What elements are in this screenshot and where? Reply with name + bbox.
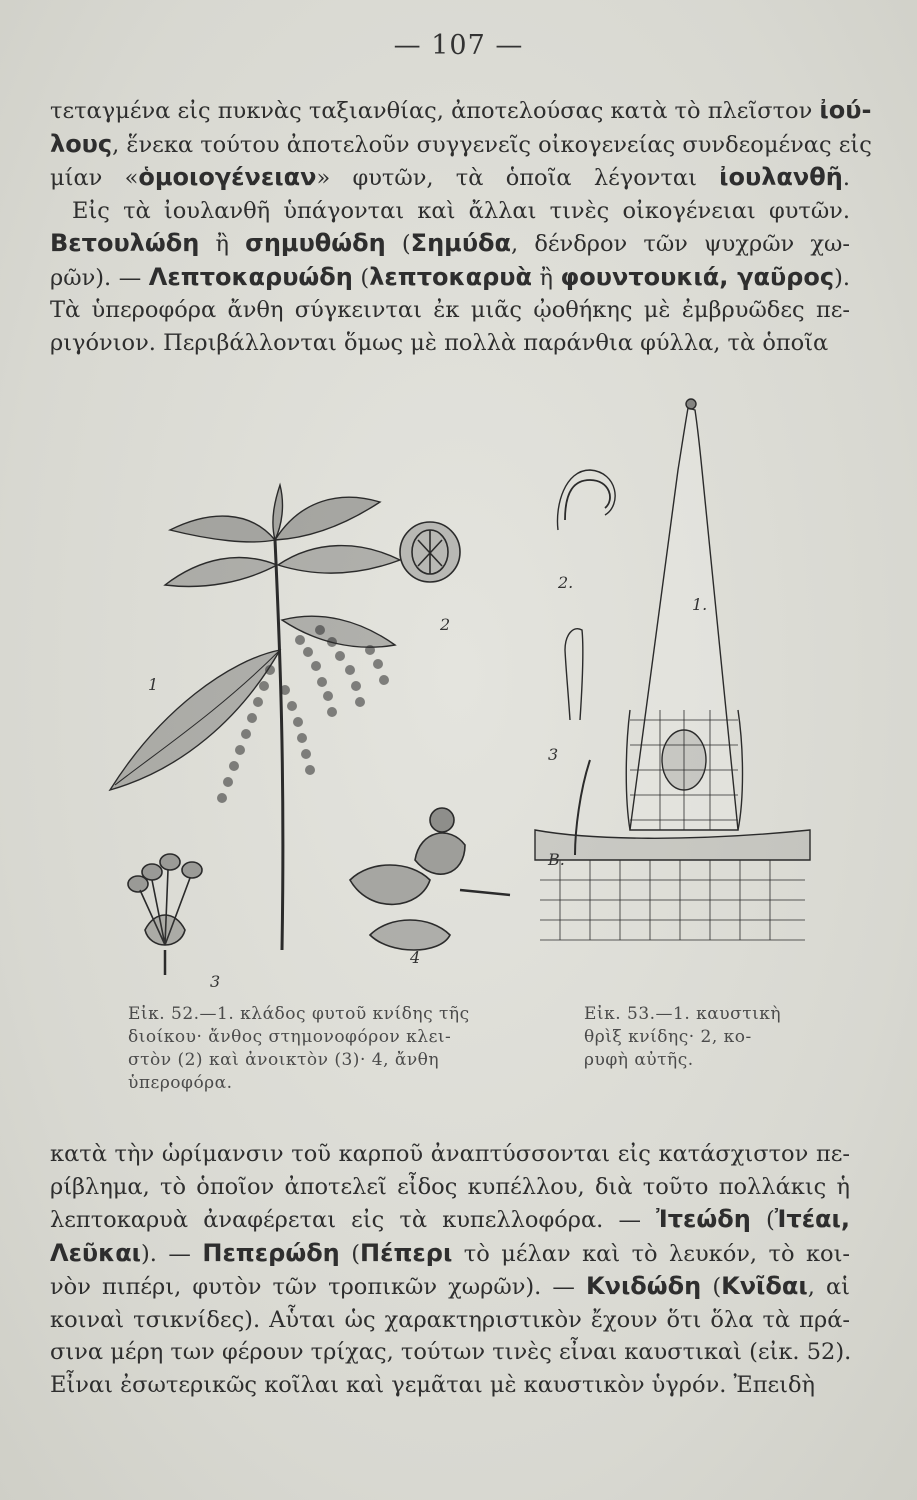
stinging-hair-illustration <box>535 399 810 940</box>
fig52-label-1: 1 <box>148 675 159 694</box>
text-segment: Εἰς τὰ ἰουλανθῆ ὑπάγονται καὶ ἄλλαι τινὲς οἰκογένειαι φυτῶν. <box>72 197 850 224</box>
bold-term: Βετουλώδη <box>50 229 200 257</box>
text-line <box>50 294 850 327</box>
caption-line: διοίκου· ἄνθος στημονοφόρον κλει- <box>128 1027 452 1047</box>
pistillate-flowers <box>350 808 510 950</box>
bold-term: φουντουκιά, γαῦρος <box>560 262 835 291</box>
text-line <box>50 128 872 162</box>
nettle-plant-illustration <box>110 485 510 991</box>
text-line <box>50 1270 850 1304</box>
bold-term: ἰουλανθῆ <box>719 163 843 191</box>
text-segment: , αἱ <box>807 1274 850 1300</box>
staminate-flower-closed <box>400 522 460 582</box>
bold-term: Ἰτεώδη <box>656 1205 751 1233</box>
figure-53-caption <box>584 1003 844 1072</box>
fig53-label-2: 2. <box>558 573 574 592</box>
text-line <box>50 1171 850 1204</box>
text-segment: ρίβλημα, τὸ ὁποῖον ἀποτελεῖ εἶδος κυπέλλου, διὰ τοῦτο πολλάκις ἡ <box>50 1173 850 1200</box>
text-line <box>50 1237 850 1271</box>
text-line <box>50 1203 850 1237</box>
text-line <box>50 327 850 360</box>
text-line <box>50 1336 850 1369</box>
text-line <box>50 227 850 261</box>
text-segment: , ἕνεκα τούτου ἀποτελοῦν συγγενεῖς οἰκογενείας συνδεομένας εἰς <box>112 131 872 158</box>
fig53-label-1: 1. <box>692 595 708 614</box>
top-paragraph <box>50 94 872 359</box>
text-segment: , δένδρον τῶν ψυχρῶν χω- <box>511 231 850 257</box>
text-line <box>50 1304 850 1337</box>
bold-term: Σημύδα <box>410 229 511 257</box>
text-segment: νὸν πιπέρι, φυτὸν τῶν τροπικῶν χωρῶν). — <box>50 1274 586 1300</box>
bold-term: Ἰτέαι, <box>774 1205 851 1233</box>
caption-line: στὸν (2) καὶ ἀνοικτὸν (3)· 4, ἄνθη <box>128 1050 440 1070</box>
text-segment: Εἶναι ἐσωτερικῶς κοῖλαι καὶ γεμᾶται μὲ καυστικὸν ὑγρόν. Ἐπειδὴ <box>50 1371 816 1398</box>
bold-term: λους <box>50 129 113 158</box>
fig52-label-3: 3 <box>210 972 221 991</box>
bold-term: λεπτοκαρυὰ <box>369 262 532 291</box>
bottom-paragraph <box>50 1138 850 1401</box>
text-segment: ἢ <box>199 231 246 257</box>
bold-term: ὁμοιογένειαν <box>138 163 317 191</box>
bold-term: Κνιδώδη <box>586 1272 702 1300</box>
page-number: — 107 — <box>393 30 524 61</box>
text-segment: κοιναὶ τσικνίδες). Αὗται ὡς χαρακτηριστικὸν ἔχουν ὅτι ὅλα τὰ πρά- <box>50 1306 850 1333</box>
text-segment: ρῶν). — <box>50 264 149 291</box>
text-segment: κατὰ τὴν ὡρίμανσιν τοῦ καρποῦ ἀναπτύσσονται εἰς κατάσχιστον πε- <box>50 1141 850 1167</box>
bold-term: σημυθώδη <box>245 229 386 257</box>
text-segment: ( <box>352 264 370 291</box>
text-segment: ). — <box>141 1240 203 1267</box>
bold-term: Λεπτοκαρυώδη <box>148 262 353 291</box>
text-segment: ( <box>750 1207 775 1233</box>
text-segment: σινα μέρη των φέρουν τρίχας, τούτων τινὲς εἶναι καυστικαὶ (εἰκ. 52). <box>50 1339 852 1365</box>
text-segment: ( <box>701 1274 722 1300</box>
bold-term: Πέπερι <box>360 1238 453 1267</box>
text-segment: Τὰ ὑπεροφόρα ἄνθη σύγκεινται ἐκ μιᾶς ᾠοθήκης μὲ ἐμβρυῶδες πε- <box>50 297 850 323</box>
text-segment: » φυτῶν, τὰ ὁποῖα λέγονται <box>316 165 720 191</box>
text-line <box>50 261 850 295</box>
text-segment: λεπτοκαρυὰ ἀναφέρεται εἰς τὰ κυπελλοφόρα. — <box>50 1207 657 1233</box>
caption-line: Εἰκ. 52.—1. κλάδος φυτοῦ κνίδης τῆς <box>128 1004 470 1024</box>
illustrations <box>70 390 870 1010</box>
text-line <box>50 161 850 195</box>
fig52-label-2: 2 <box>440 615 451 634</box>
text-line <box>50 195 850 228</box>
text-segment: . <box>842 165 850 191</box>
fig53-label-b: B. <box>548 850 565 869</box>
text-line <box>50 1138 850 1171</box>
figure-52-caption <box>128 1003 518 1095</box>
figure-area <box>70 390 870 1010</box>
caption-line: Εἰκ. 53.—1. καυστικὴ <box>584 1004 782 1024</box>
caption-line: θρὶξ κνίδης· 2, κο- <box>584 1027 752 1047</box>
caption-line: ρυφὴ αὐτῆς. <box>584 1050 694 1070</box>
bold-term: ἰού- <box>819 96 872 124</box>
text-segment: μίαν « <box>50 165 139 191</box>
bold-term: Κνῖδαι <box>721 1272 808 1300</box>
fig52-label-4: 4 <box>410 948 421 967</box>
text-segment: ). <box>834 264 850 291</box>
bold-term: Πεπερώδη <box>202 1238 340 1267</box>
text-line <box>50 94 872 128</box>
bold-term: Λεῦκαι <box>50 1238 142 1267</box>
text-line <box>50 1369 850 1402</box>
staminate-flower-open <box>128 854 202 975</box>
caption-line: ὑπεροφόρα. <box>128 1073 233 1093</box>
text-segment: τὸ μέλαν καὶ τὸ λευκόν, τὸ κοι- <box>452 1240 850 1267</box>
text-segment: ριγόνιον. Περιβάλλονται ὅμως μὲ πολλὰ παράνθια φύλλα, τὰ ὁποῖα <box>50 329 829 356</box>
text-segment: ( <box>385 231 411 257</box>
text-segment: ἢ <box>531 264 561 291</box>
text-segment: τεταγμένα εἰς πυκνὰς ταξιανθίας, ἀποτελούσας κατὰ τὸ πλεῖστον <box>50 98 820 124</box>
text-segment: ( <box>339 1240 360 1267</box>
fig53-label-3: 3 <box>548 745 559 764</box>
